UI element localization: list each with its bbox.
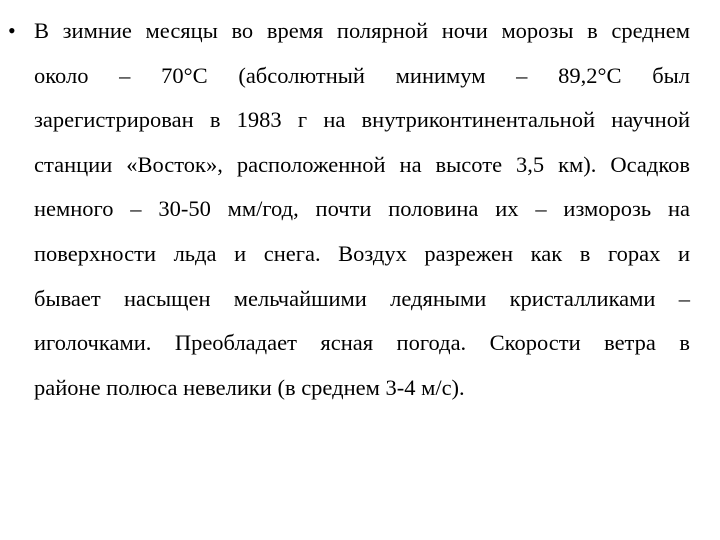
paragraph-line-last: районе полюса невелики (в среднем 3-4 м/с). xyxy=(34,374,465,400)
paragraph-line: станции «Восток», расположенной на высоте 3,5 км). Осадков xyxy=(34,151,690,177)
paragraph-line: около – 70°С (абсолютный минимум – 89,2°С был xyxy=(34,62,690,88)
paragraph-line: бывает насыщен мельчайшими ледяными кристалликами – xyxy=(34,285,690,311)
paragraph-text xyxy=(34,14,690,415)
paragraph-line: иголочками. Преобладает ясная погода. Скорости ветра в xyxy=(34,330,690,356)
paragraph-line: поверхности льда и снега. Воздух разрежен как в горах и xyxy=(34,240,690,266)
paragraph-line: немного – 30-50 мм/год, почти половина их – изморозь на xyxy=(34,196,690,222)
paragraph-line: зарегистрирован в 1983 г на внутриконтинентальной научной xyxy=(34,107,690,133)
bullet-marker: • xyxy=(8,18,16,43)
paragraph-line: В зимние месяцы во время полярной ночи морозы в среднем xyxy=(34,18,690,43)
